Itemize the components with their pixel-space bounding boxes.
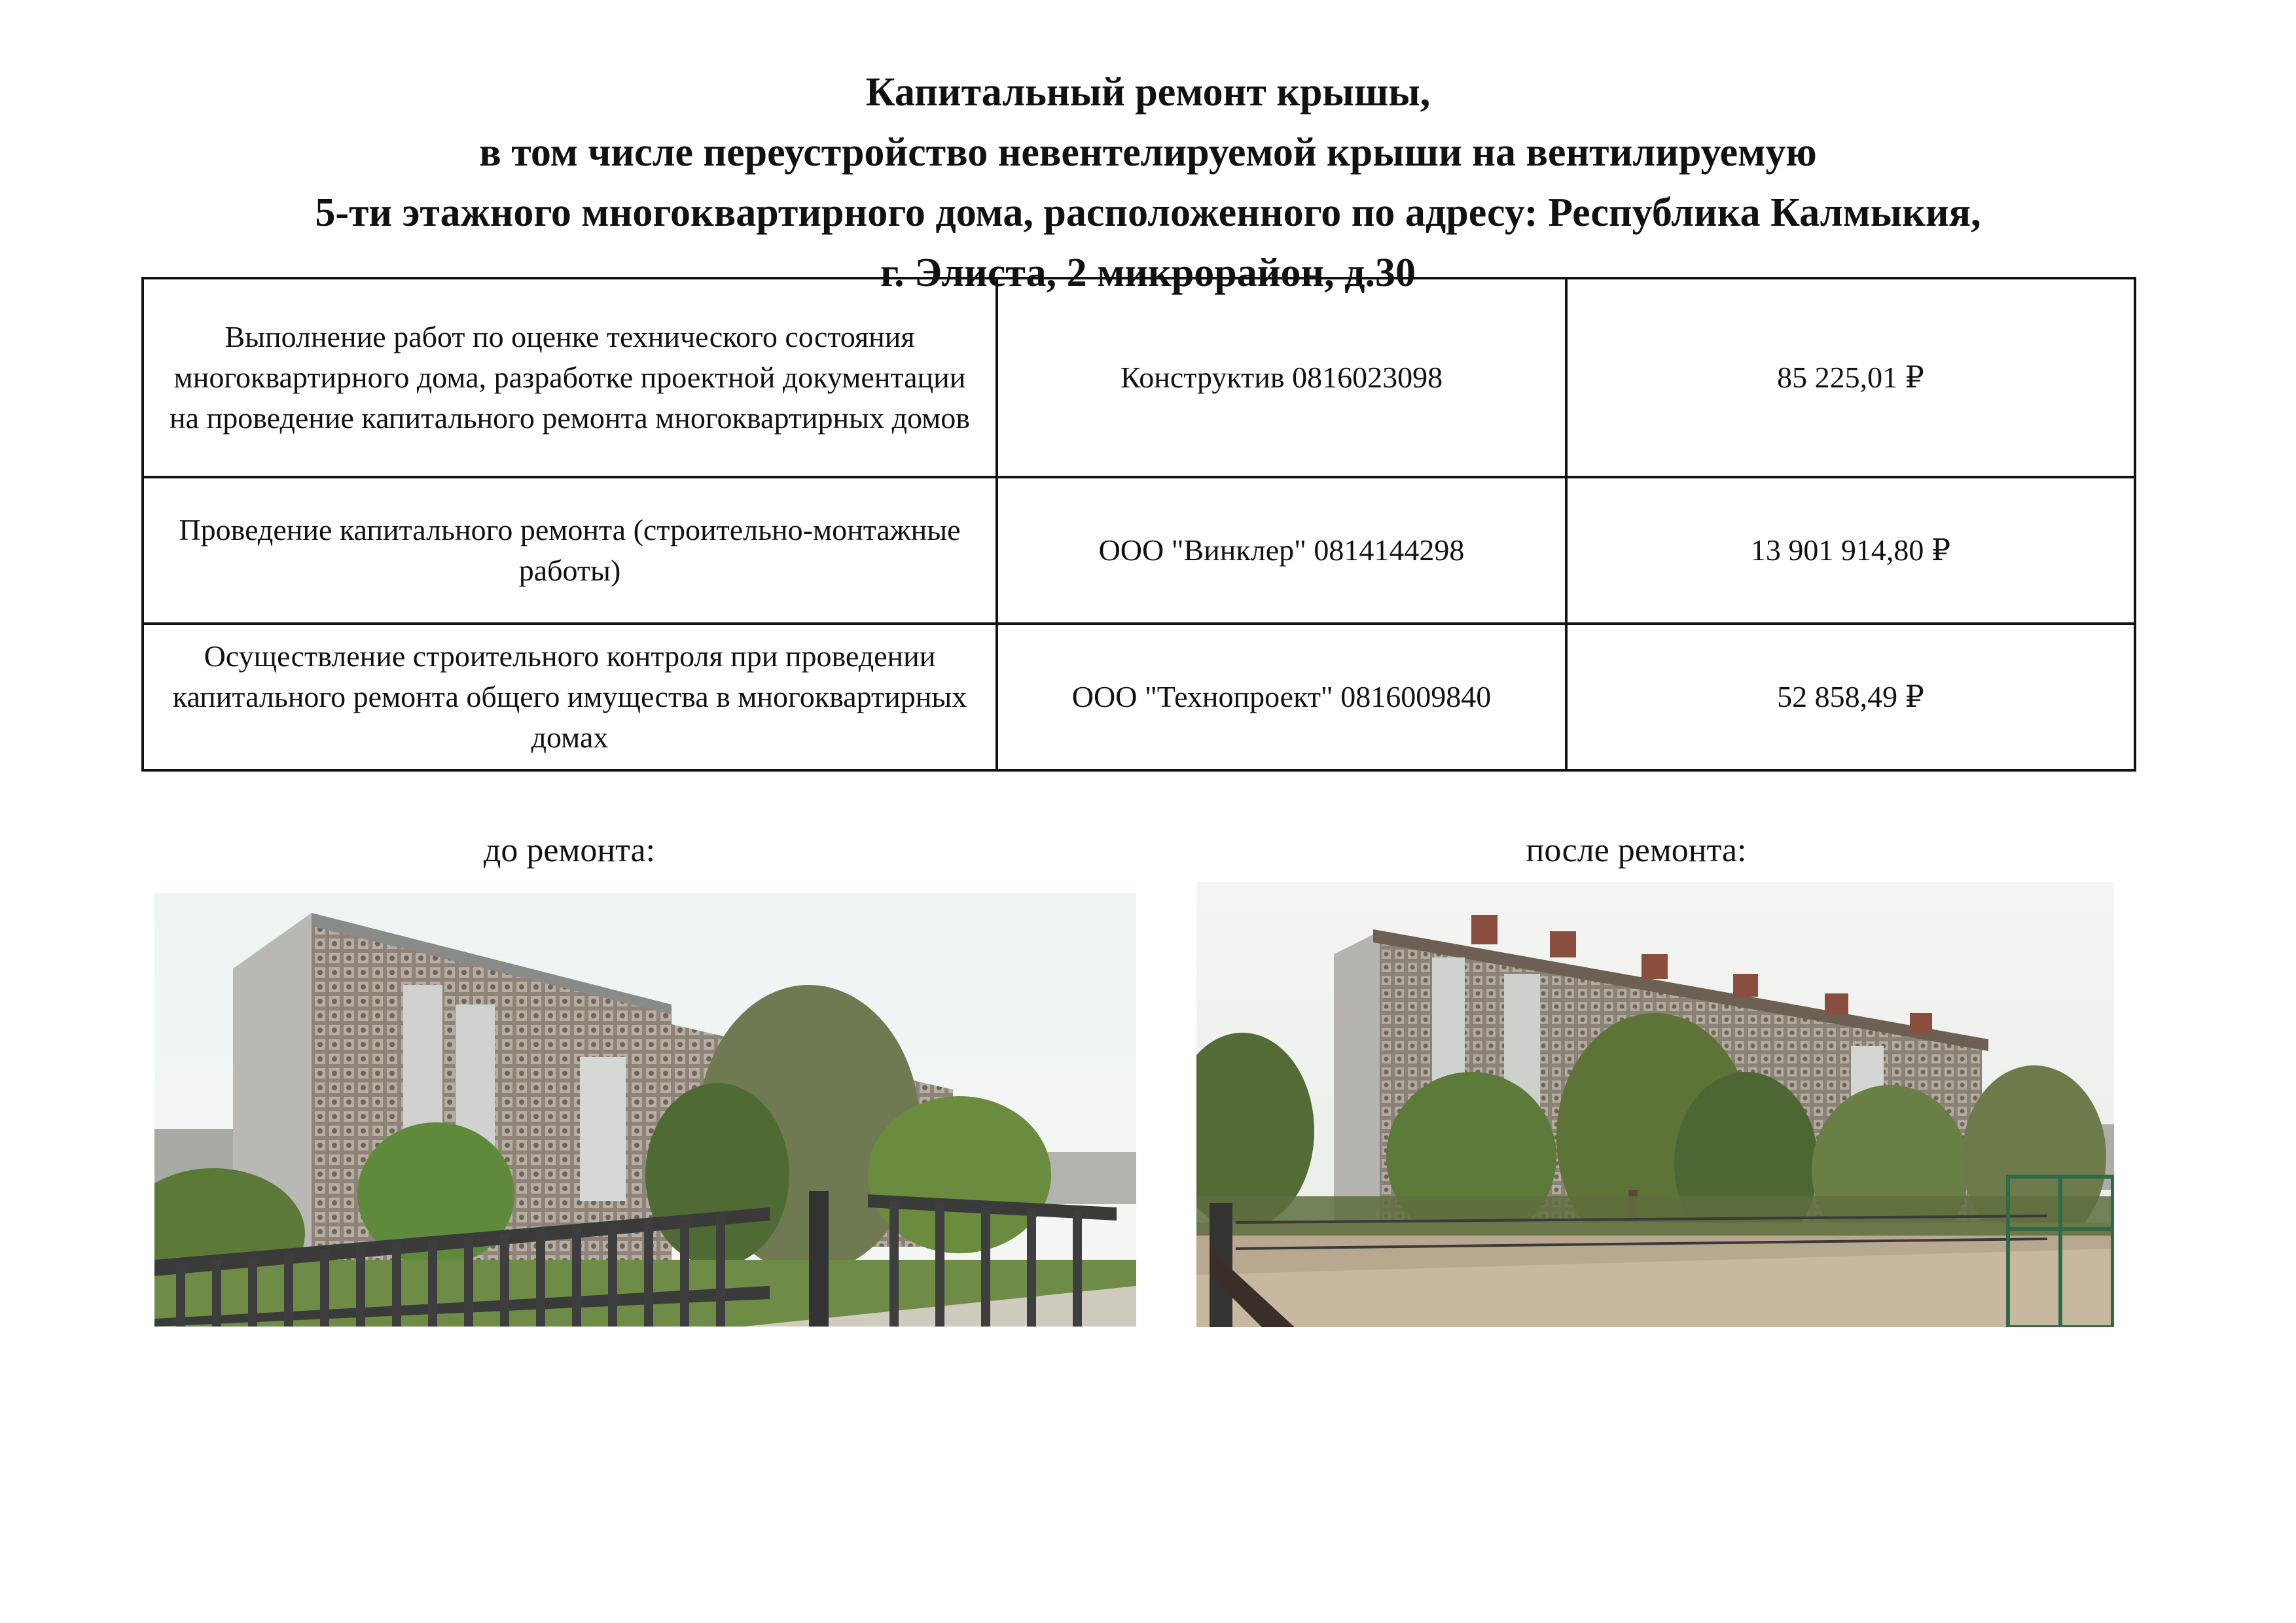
title-line-4: г. Элиста, 2 микрорайон, д.30	[880, 251, 1416, 295]
before-caption: до ремонта:	[483, 832, 656, 869]
after-caption: после ремонта:	[1526, 832, 1747, 869]
work-contractor: ООО "Винклер" 0814144298	[997, 477, 1566, 624]
table-row	[143, 624, 2135, 770]
after-photo	[1196, 882, 2114, 1327]
title-line-3: 5-ти этажного многоквартирного дома, расположенного по адресу: Республика Калмыкия,	[315, 190, 1981, 235]
before-photo	[154, 893, 1136, 1327]
document-title	[0, 62, 2296, 303]
work-description: Проведение капитального ремонта (строительно-монтажные работы)	[143, 477, 997, 624]
title-line-1: Капитальный ремонт крышы,	[865, 70, 1431, 115]
work-contractor: Конструктив 0816023098	[997, 278, 1566, 477]
work-description: Осуществление строительного контроля при проведении капитального ремонта общего имущества в многоквартирных домах	[143, 624, 997, 770]
work-amount: 13 901 914,80 ₽	[1566, 477, 2135, 624]
works-table	[141, 277, 2136, 772]
work-description: Выполнение работ по оценке технического состояния многоквартирного дома, разработке проектной документации на проведение капитального ремонта многоквартирных домов	[143, 278, 997, 477]
table-row	[143, 278, 2135, 477]
work-contractor: ООО "Технопроект" 0816009840	[997, 624, 1566, 770]
work-amount: 85 225,01 ₽	[1566, 278, 2135, 477]
work-amount: 52 858,49 ₽	[1566, 624, 2135, 770]
title-line-2: в том числе переустройство невентелируемой крыши на вентилируемую	[479, 130, 1817, 175]
table-row	[143, 477, 2135, 624]
